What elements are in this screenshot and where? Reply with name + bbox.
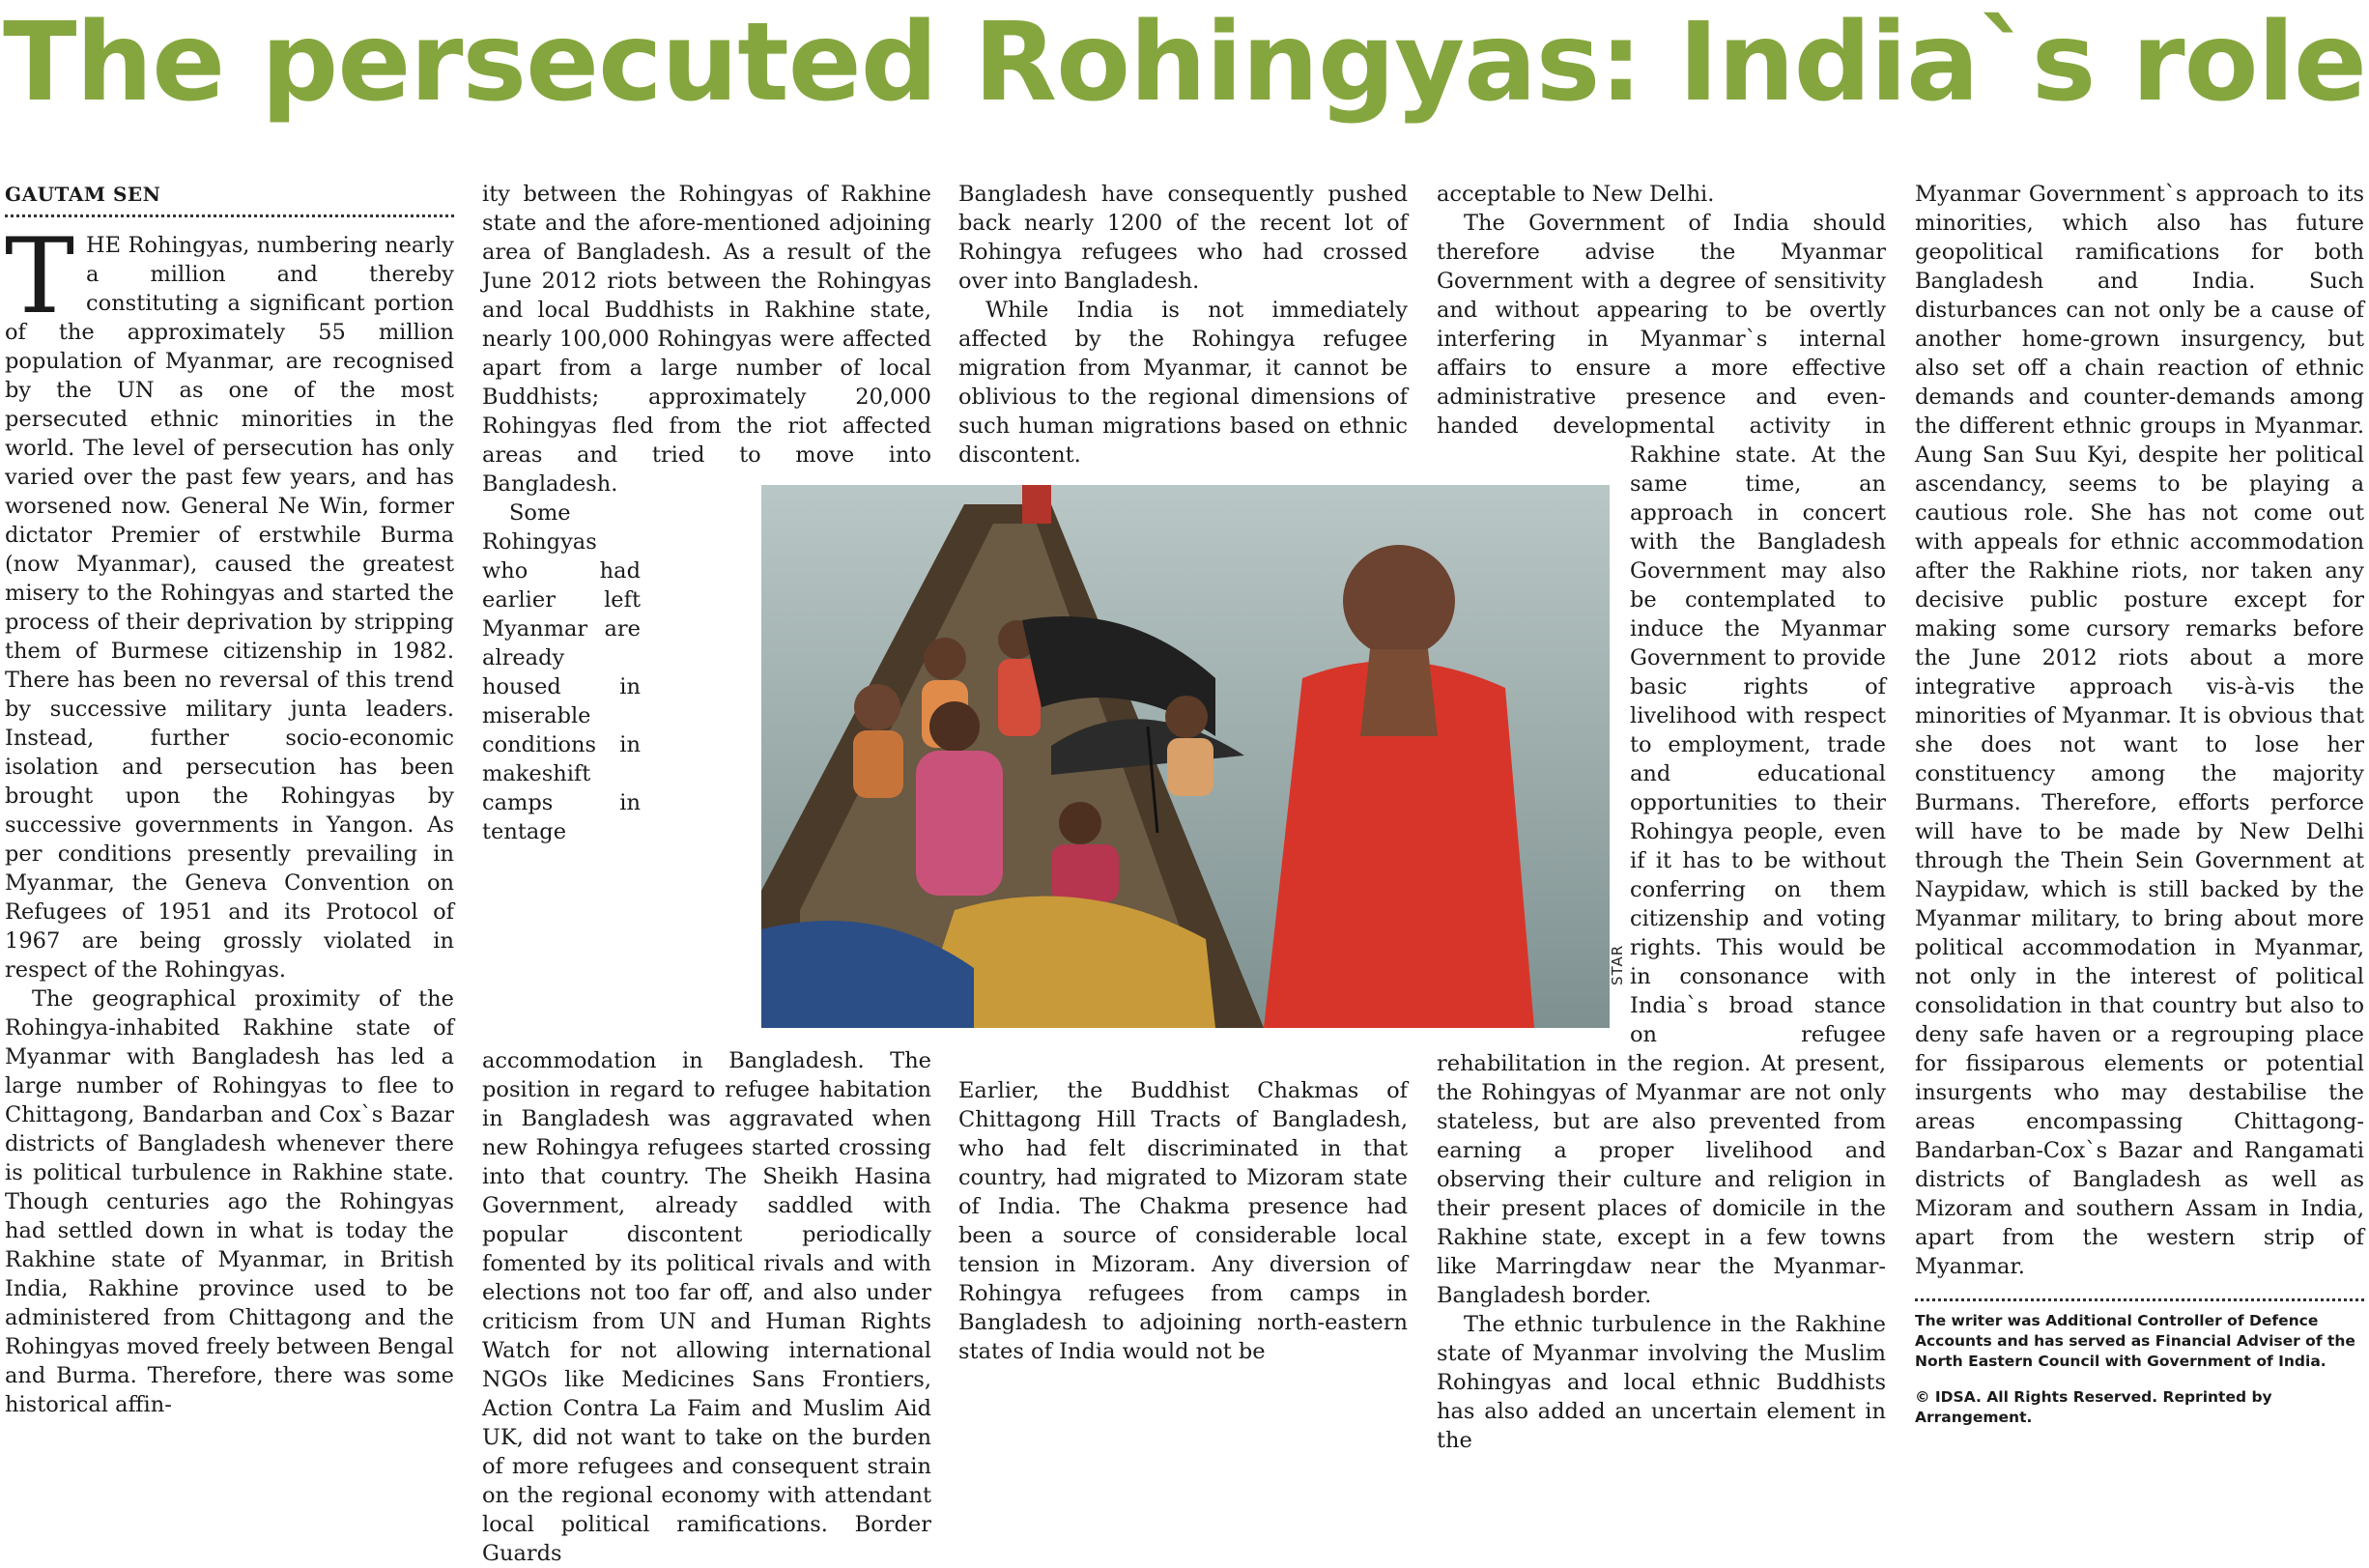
passenger [929,701,980,752]
paragraph: Myanmar Government`s approach to its minorities, which also has future geopolitical ramifications for both Bangladesh and India. Such disturbances can not only be a cause of another home-grown insurgency, but also set off a chain reaction of ethnic demands and counter-demands among the different ethnic groups in Myanmar. Aung San Suu Kyi, despite her political ascendancy, seems to be playing a cautious role. She has not come out with appeals for ethnic accommodation after the Rakhine riots, nor taken any decisive public posture except for making some cursory remarks before the June 2012 riots about a more integrative approach vis-à-vis the minorities of Myanmar. It is obvious that she does not want to lose her constituency among the majority Burmans. Therefore, efforts perforce will have to be made by New Delhi through the Thein Sein Government at Naypidaw, which is still backed by the Myanmar military, to bring about more political accommodation in Myanmar, not only in the interest of political consolidation in that country but also to deny safe haven or a regrouping place for fissiparous elements or potential insurgents who may destabilise the areas encompassing Chittagong-Bandarban-Cox`s Bazar and Rangamati districts of Bangladesh as well as Mizoram and southern Assam in India, apart from the western strip of Myanmar. [1915,182,2364,1279]
paragraph: The geographical proximity of the Rohingya-inhabited Rakhine state of Myanmar with Bangladesh has led a large number of Rohingyas to flee to Chittagong, Bandarban and Cox`s Bazar districts of Bangladesh whenever there is political turbulence in Rakhine state. Though centuries ago the Rohingyas had settled down in what is today the Rakhine state of Myanmar, in British India, Rakhine province used to be administered from Chittagong and the Rohingyas moved freely between Bengal and Burma. Therefore, there was some historical affin- [5,986,454,1417]
paragraph: The Government of India should therefore advise the Myanmar Government with a degree of sensitivity and without appearing to be overtly interfering in Myanmar`s internal affairs to ensure a more effective administrative presence and even-handed developmental activity in Rakhine state. At the same time, an approach in concert with the Bangladesh Government may also be contemplated to induce the Myanmar Government to provide basic rights of livelihood with respect to employment, trade and educational opportunities to their Rohingya people, even if it has to be without conferring on them citizenship and voting rights. This would be in consonance with India`s broad stance on refugee rehabilitation in the region. At present, the Rohingyas of Myanmar are not only stateless, but are also prevented from earning a proper livelihood and observing their culture and religion in their present places of domicile in the Rakhine state, except in a few towns like Marringdaw near the Myanmar-Bangladesh border. [1437,211,1886,1308]
paragraph: Bangladesh have consequently pushed back nearly 1200 of the recent lot of Rohingya refugees who had crossed over into Bangladesh. [958,182,1408,294]
copyright-note: © IDSA. All Rights Reserved. Reprinted by Arrangement. [1915,1388,2272,1426]
paragraph: acceptable to New Delhi. [1437,182,1715,207]
man-face [1343,545,1455,657]
passenger-clothes [1167,738,1213,796]
paragraph-text: HE Rohingyas, numbering nearly a million and thereby constituting a significant portion of the approximately 55 million population of Myanmar, are recognised by the UN as one of the most persecuted ethnic minorities in the world. The level of persecution has only varied over the past few years, and has worsened now. General Ne Win, former dictator Premier of erstwhile Burma (now Myanmar), caused the greatest misery to the Rohingyas and started the process of their deprivation by stripping them of Burmese citizenship in 1982. There has been no reversal of this trend by successive military junta leaders. Instead, further socio-economic isolation and persecution has been brought upon the Rohingyas by successive governments in Yangon. As per conditions presently prevailing in Myanmar, the Geneva Convention on Refugees of 1951 and its Protocol of 1967 are being grossly violated in respect of the Rohingyas. [5,233,454,983]
drop-cap: T [5,216,75,337]
paragraph: Some Rohingyas who had earlier left Myanmar are already housed in miserable conditions in makeshift camps in tentage accommodation in Bangladesh. The position in regard to refugee habitation in Bangladesh was aggravated when new Rohingya refugees started crossing into that country. The Sheikh Hasina Government, already saddled with popular discontent periodically fomented by its political rivals and with elections not too far off, and also under criticism from UN and Human Rights Watch for not allowing international NGOs like Medicines Sans Frontiers, Action Contra La Faim and Muslim Aid UK, did not want to take on the burden of more refugees and consequent strain on the regional economy with attendant local political ramifications. Border Guards [482,500,931,1566]
praying-hands [1360,649,1438,736]
paragraph [5,216,454,984]
passenger [924,638,966,680]
paragraph: The ethnic turbulence in the Rakhine state of Myanmar involving the Muslim Rohingyas and local ethnic Buddhists has also added an uncertain element in the [1437,1312,1886,1453]
paragraph: ity between the Rohingyas of Rakhine state and the afore-mentioned adjoining area of Bangladesh. As a result of the June 2012 riots between the Rohingyas and local Buddhists in Rakhine state, nearly 100,000 Rohingyas were affected apart from a large number of local Buddhists; approximately 20,000 Rohingyas fled from the riot affected areas and tried to move into Bangladesh. [482,182,931,497]
passenger-clothes [916,751,1003,896]
passenger [1059,802,1101,844]
passenger-clothes [1051,844,1119,902]
paragraph: Earlier, the Buddhist Chakmas of Chittagong Hill Tracts of Bangladesh, who had felt discriminated in that country, had migrated to Mizoram state of India. The Chakma presence had been a source of considerable local tension in Mizoram. Any diversion of Rohingya refugees from camps in Bangladesh to adjoining north-eastern states of India would not be [958,1078,1408,1364]
article-column-1 [5,180,454,1417]
byline: GAUTAM SEN [5,180,454,217]
passenger [854,684,900,730]
boat-prow [1022,485,1051,524]
refugee-boat-photo [761,485,1610,1028]
passenger [1165,696,1208,738]
writer-note: The writer was Additional Controller of Defence Accounts and has served as Financial Adviser of the North Eastern Council with Government of India. [1915,1312,2355,1370]
headline: The persecuted Rohingyas: India`s role [3,0,2366,126]
author-footnote [1915,1298,2364,1428]
article-column-5 [1915,180,2364,1426]
paragraph: While India is not immediately affected by the Rohingya refugee migration from Myanmar, it cannot be oblivious to the regional dimensions of such human migrations based on ethnic discontent. [958,298,1408,468]
passenger-clothes [853,730,903,798]
photo-credit: STAR [1609,944,1626,985]
photo-illustration [761,485,1610,1028]
